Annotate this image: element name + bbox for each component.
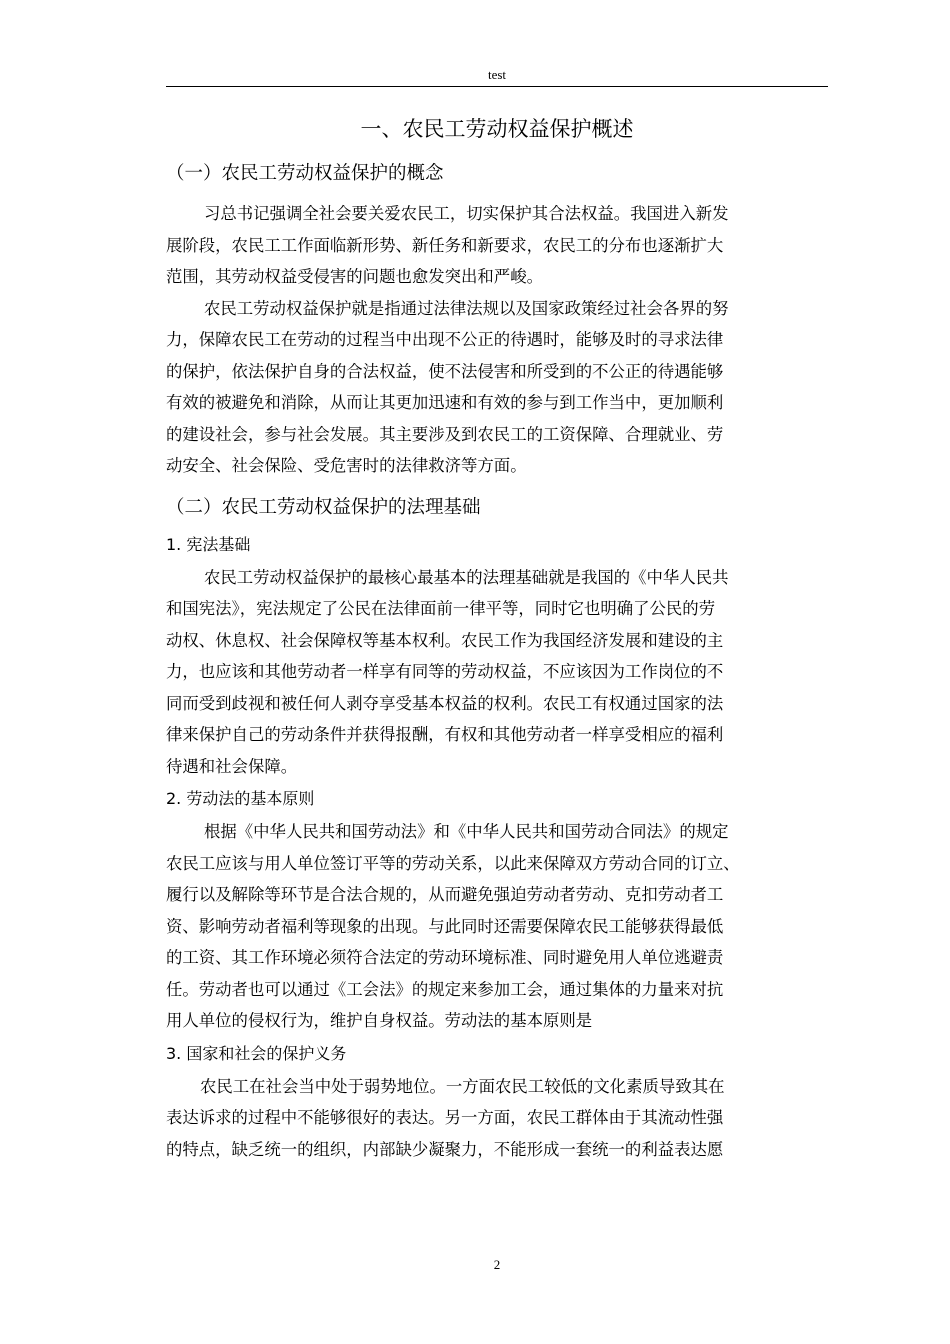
- text-line: 用人单位的侵权行为，维护自身权益。劳动法的基本原则是: [166, 1011, 593, 1030]
- section-heading-legal-basis: （二）农民工劳动权益保护的法理基础: [166, 496, 481, 518]
- text-line: 农民工劳动权益保护的最核心最基本的法理基础就是我国的《中华人民共: [204, 567, 729, 587]
- text-line: 农民工应该与用人单位签订平等的劳动关系，以此来保障双方劳动合同的订立、: [166, 853, 740, 873]
- text-line: 动权、休息权、社会保障权等基本权利。农民工作为我国经济发展和建设的主: [166, 630, 724, 650]
- text-line: 的建设社会，参与社会发展。其主要涉及到农民工的工资保障、合理就业、劳: [166, 424, 724, 444]
- text-line: 履行以及解除等环节是合法合规的，从而避免强迫劳动者劳动、克扣劳动者工: [166, 885, 724, 904]
- text-line: 展阶段，农民工工作面临新形势、新任务和新要求，农民工的分布也逐渐扩大: [166, 235, 724, 255]
- text-line: 动安全、社会保险、受危害时的法律救济等方面。: [166, 456, 527, 475]
- text-line: 任。劳动者也可以通过《工会法》的规定来参加工会，通过集体的力量来对抗: [166, 979, 724, 999]
- paragraph-constitution: [166, 562, 828, 783]
- subsection-heading-constitution: 1. 宪法基础: [166, 534, 251, 554]
- text-line: 同而受到歧视和被任何人剥夺享受基本权益的权利。农民工有权通过国家的法: [166, 693, 724, 713]
- text-line: 力，也应该和其他劳动者一样享有同等的劳动权益，不应该因为工作岗位的不: [166, 662, 724, 681]
- chapter-title: 一、农民工劳动权益保护概述: [360, 117, 634, 141]
- paragraph-concept-definition: [166, 293, 828, 482]
- subsection-heading-labor-law: 2. 劳动法的基本原则: [166, 789, 315, 808]
- text-line: 习总书记强调全社会要关爱农民工，切实保护其合法权益。我国进入新发: [204, 204, 729, 223]
- document-body: [166, 104, 828, 1165]
- text-line: 律来保护自己的劳动条件并获得报酬，有权和其他劳动者一样享受相应的福利: [166, 725, 724, 744]
- text-line: 的特点，缺乏统一的组织，内部缺少凝聚力，不能形成一套统一的利益表达愿: [166, 1139, 724, 1159]
- text-line: 的工资、其工作环境必须符合法定的劳动环境标准、同时避免用人单位逃避责: [166, 948, 724, 967]
- text-line: 有效的被避免和消除，从而让其更加迅速和有效的参与到工作当中，更加顺利: [166, 393, 724, 412]
- paragraph-concept-intro: [166, 198, 828, 293]
- text-line: 待遇和社会保障。: [166, 756, 298, 776]
- text-line: 资、影响劳动者福利等现象的出现。与此同时还需要保障农民工能够获得最低: [166, 916, 724, 936]
- header-divider: [166, 86, 828, 87]
- text-line: 表达诉求的过程中不能够很好的表达。另一方面，农民工群体由于其流动性强: [166, 1108, 724, 1127]
- page-header: test: [487, 67, 507, 82]
- paragraph-labor-law: [166, 816, 828, 1037]
- text-line: 农民工在社会当中处于弱势地位。一方面农民工较低的文化素质导致其在: [200, 1076, 725, 1096]
- page-number: 2: [493, 1257, 501, 1272]
- subsection-heading-state-obligation: 3. 国家和社会的保护义务: [166, 1043, 347, 1063]
- section-heading-concept: （一）农民工劳动权益保护的概念: [166, 163, 444, 184]
- text-line: 根据《中华人民共和国劳动法》和《中华人民共和国劳动合同法》的规定: [204, 822, 729, 841]
- text-line: 范围，其劳动权益受侵害的问题也愈发突出和严峻。: [166, 267, 543, 286]
- text-line: 的保护，依法保护自身的合法权益，使不法侵害和所受到的不公正的待遇能够: [166, 361, 724, 381]
- text-line: 力，保障农民工在劳动的过程当中出现不公正的待遇时，能够及时的寻求法律: [166, 330, 724, 349]
- text-line: 农民工劳动权益保护就是指通过法律法规以及国家政策经过社会各界的努: [204, 298, 729, 318]
- text-line: 和国宪法》，宪法规定了公民在法律面前一律平等，同时它也明确了公民的劳: [166, 599, 716, 618]
- paragraph-state-obligation: [166, 1071, 828, 1166]
